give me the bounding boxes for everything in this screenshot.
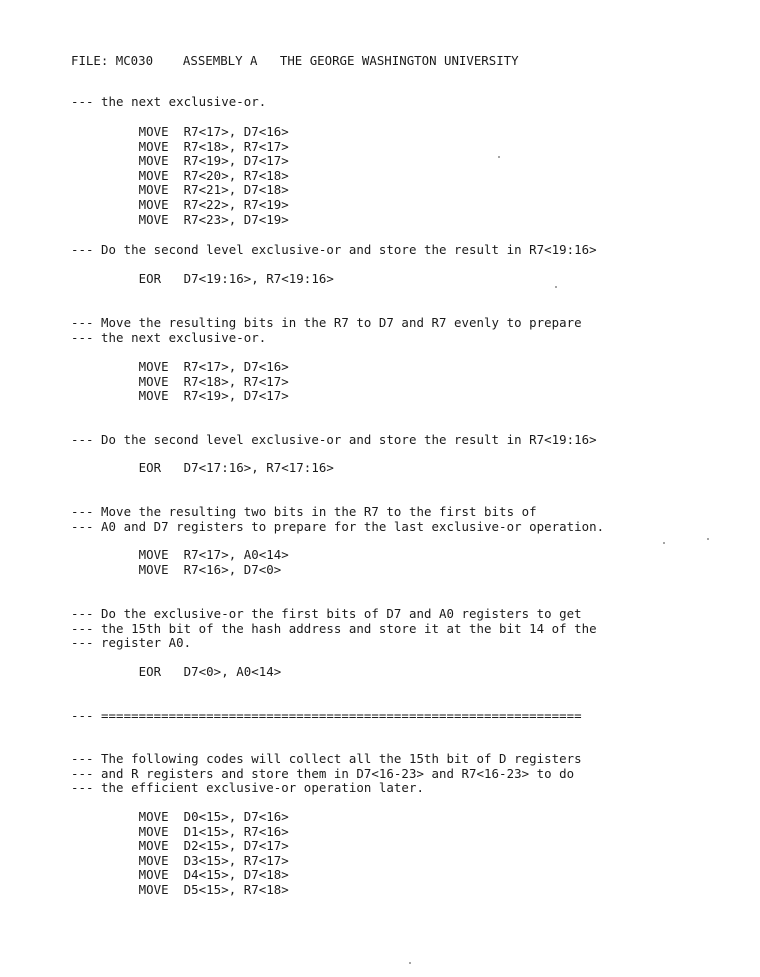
code-move-block-4: MOVE D0<15>, D7<16> MOVE D1<15>, R7<16> MOVE D2<15>, D7<17> MOVE D3<15>, R7<17> MOVE D4<15>, D7<18> MOVE D5<15>, R7<18>: [138, 809, 289, 897]
scan-speck: [707, 538, 709, 540]
comment-move-resulting: --- Move the resulting bits in the R7 to D7 and R7 evenly to prepare --- the next exclusive-or.: [71, 315, 582, 345]
code-eor-1: EOR D7<19:16>, R7<19:16>: [71, 271, 334, 286]
scan-speck: [498, 156, 500, 158]
scan-speck: [409, 962, 411, 964]
scan-speck: [663, 542, 665, 544]
code-move-block-2: MOVE R7<17>, D7<16> MOVE R7<18>, R7<17> MOVE R7<19>, D7<17>: [138, 359, 289, 404]
comment-second-level-2: --- Do the second level exclusive-or and store the result in R7<19:16>: [71, 432, 597, 447]
separator-line: --- ================================================================: [71, 708, 582, 723]
file-header: FILE: MC030 ASSEMBLY A THE GEORGE WASHINGTON UNIVERSITY: [71, 53, 519, 68]
code-eor-2: EOR D7<17:16>, R7<17:16>: [71, 460, 334, 475]
code-move-block-3: MOVE R7<17>, A0<14> MOVE R7<16>, D7<0>: [138, 547, 289, 577]
comment-two-bits: --- Move the resulting two bits in the R7 to the first bits of --- A0 and D7 registers to prepare for the last exclusive-or operation.: [71, 504, 605, 534]
code-eor-3: EOR D7<0>, A0<14>: [71, 664, 282, 679]
comment-next-xor-1: --- the next exclusive-or.: [71, 94, 267, 109]
scan-speck: [555, 286, 557, 288]
comment-collect-bits: --- The following codes will collect all the 15th bit of D registers --- and R registers and store them in D7<16-23> and R7<16-23> to do --- the efficient exclusive-or operation later.: [71, 751, 582, 796]
comment-hash-bit: --- Do the exclusive-or the first bits of D7 and A0 registers to get --- the 15th bit of the hash address and store it at the bit 14 of the --- register A0.: [71, 606, 597, 651]
code-move-block-1: MOVE R7<17>, D7<16> MOVE R7<18>, R7<17> MOVE R7<19>, D7<17> MOVE R7<20>, R7<18> MOVE R7<21>, D7<18> MOVE R7<22>, R7<19> MOVE R7<23>, D7<19>: [138, 124, 289, 227]
comment-second-level-1: --- Do the second level exclusive-or and store the result in R7<19:16>: [71, 242, 597, 257]
